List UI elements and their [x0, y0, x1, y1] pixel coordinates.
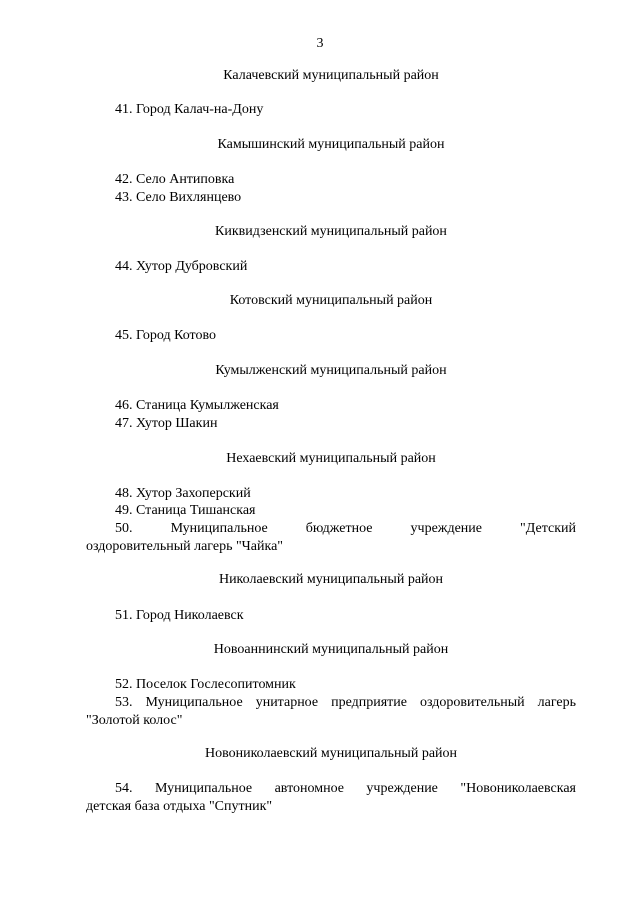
list-item: 43. Село Вихлянцево [115, 190, 242, 205]
list-item-line: оздоровительный лагерь "Чайка" [86, 539, 283, 554]
district-heading: Николаевский муниципальный район [218, 572, 444, 587]
list-item-multiline [86, 694, 576, 730]
list-item-multiline [86, 780, 576, 816]
list-item-multiline [86, 520, 576, 556]
list-item: 47. Хутор Шакин [115, 416, 218, 431]
list-item: 49. Станица Тишанская [115, 503, 256, 518]
list-item: 52. Поселок Гослесопитомник [115, 677, 296, 692]
list-item: 48. Хутор Захоперский [115, 486, 251, 501]
list-item-line: 54. Муниципальное автономное учреждение "Новониколаевская [115, 781, 576, 796]
district-heading: Камышинский муниципальный район [217, 137, 445, 152]
list-item-line: детская база отдыха "Спутник" [86, 799, 273, 814]
district-heading: Кумылженский муниципальный район [215, 363, 447, 378]
district-heading: Новоаннинский муниципальный район [213, 642, 449, 657]
list-item: 44. Хутор Дубровский [115, 259, 248, 274]
list-item: 42. Село Антиповка [115, 172, 235, 187]
district-heading: Новониколаевский муниципальный район [204, 746, 458, 761]
list-item-line: 50. Муниципальное бюджетное учреждение "Детский [115, 521, 576, 536]
list-item: 41. Город Калач-на-Дону [115, 102, 264, 117]
list-item-line: 53. Муниципальное унитарное предприятие оздоровительный лагерь [115, 695, 576, 710]
page-number: 3 [316, 36, 324, 51]
district-heading: Нехаевский муниципальный район [226, 451, 436, 466]
list-item: 51. Город Николаевск [115, 608, 244, 623]
list-item-line: "Золотой колос" [86, 713, 183, 728]
list-item: 46. Станица Кумылженская [115, 398, 279, 413]
district-heading: Котовский муниципальный район [229, 293, 433, 308]
district-heading: Киквидзенский муниципальный район [215, 224, 447, 239]
district-heading: Калачевский муниципальный район [223, 68, 439, 83]
list-item: 45. Город Котово [115, 328, 216, 343]
